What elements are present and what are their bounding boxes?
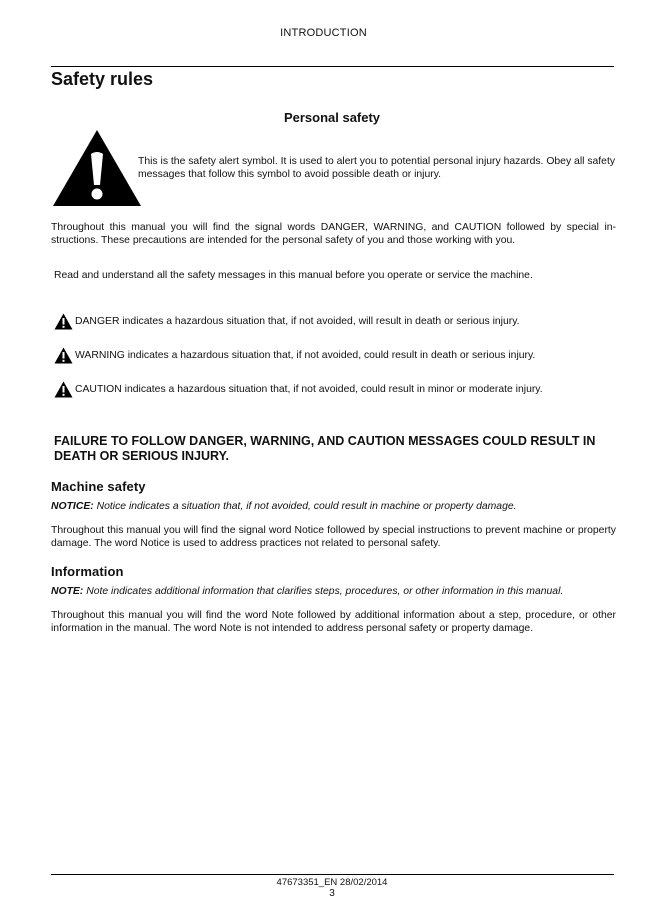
- machine-safety-body: Throughout this manual you will find the signal word Notice followed by special instructions to prevent machine or property damage. The word Notice is used to address practices not related to personal safety.: [51, 525, 616, 549]
- alert-symbol-description: This is the safety alert symbol. It is used to alert you to potential personal injury hazards. Obey all safety messages that follow this symbol to avoid possible death or injury.: [138, 156, 616, 180]
- document-code: 47673351_EN 28/02/2014: [276, 877, 388, 888]
- information-body: Throughout this manual you will find the word Note followed by additional information about a step, procedure, or other information in the manual. The word Note is not intended to address personal safety or property damage.: [51, 610, 616, 634]
- note-label: NOTE:: [51, 586, 84, 597]
- personal-safety-heading: Personal safety: [283, 110, 381, 125]
- warning-triangle-icon: [54, 313, 73, 330]
- signal-words-intro: Throughout this manual you will find the signal words DANGER, WARNING, and CAUTION followed by special in-structions. These precautions are intended for the personal safety of you and those working with you.: [51, 222, 616, 246]
- notice-note: [51, 501, 616, 514]
- warning-triangle-icon: [54, 381, 73, 398]
- caution-signal-row: [54, 381, 624, 399]
- notice-text: Notice indicates a situation that, if not avoided, could result in machine or property damage.: [93, 501, 517, 512]
- danger-signal-row: [54, 313, 624, 331]
- machine-safety-heading: Machine safety: [51, 479, 146, 494]
- safety-alert-icon: [51, 128, 143, 208]
- failure-warning: FAILURE TO FOLLOW DANGER, WARNING, AND CAUTION MESSAGES COULD RESULT IN DEATH OR SERIOUS INJURY.: [54, 434, 596, 463]
- header-divider: [51, 66, 614, 67]
- warning-definition: WARNING indicates a hazardous situation that, if not avoided, could result in death or serious injury.: [75, 350, 536, 361]
- page-title: Safety rules: [51, 69, 154, 89]
- read-safety-messages: Read and understand all the safety messages in this manual before you operate or service the machine.: [54, 270, 533, 281]
- danger-definition: DANGER indicates a hazardous situation that, if not avoided, will result in death or serious injury.: [75, 316, 520, 327]
- warning-signal-row: [54, 347, 624, 365]
- warning-triangle-icon: [54, 347, 73, 364]
- notice-label: NOTICE:: [51, 501, 94, 512]
- note-text: Note indicates additional information that clarifies steps, procedures, or other information in this manual.: [83, 586, 564, 597]
- page-number: 3: [329, 888, 335, 899]
- caution-definition: CAUTION indicates a hazardous situation that, if not avoided, could result in minor or moderate injury.: [75, 384, 543, 395]
- note-note: [51, 586, 616, 599]
- footer-divider: [51, 874, 614, 875]
- information-heading: Information: [51, 564, 124, 579]
- section-header: INTRODUCTION: [280, 27, 367, 39]
